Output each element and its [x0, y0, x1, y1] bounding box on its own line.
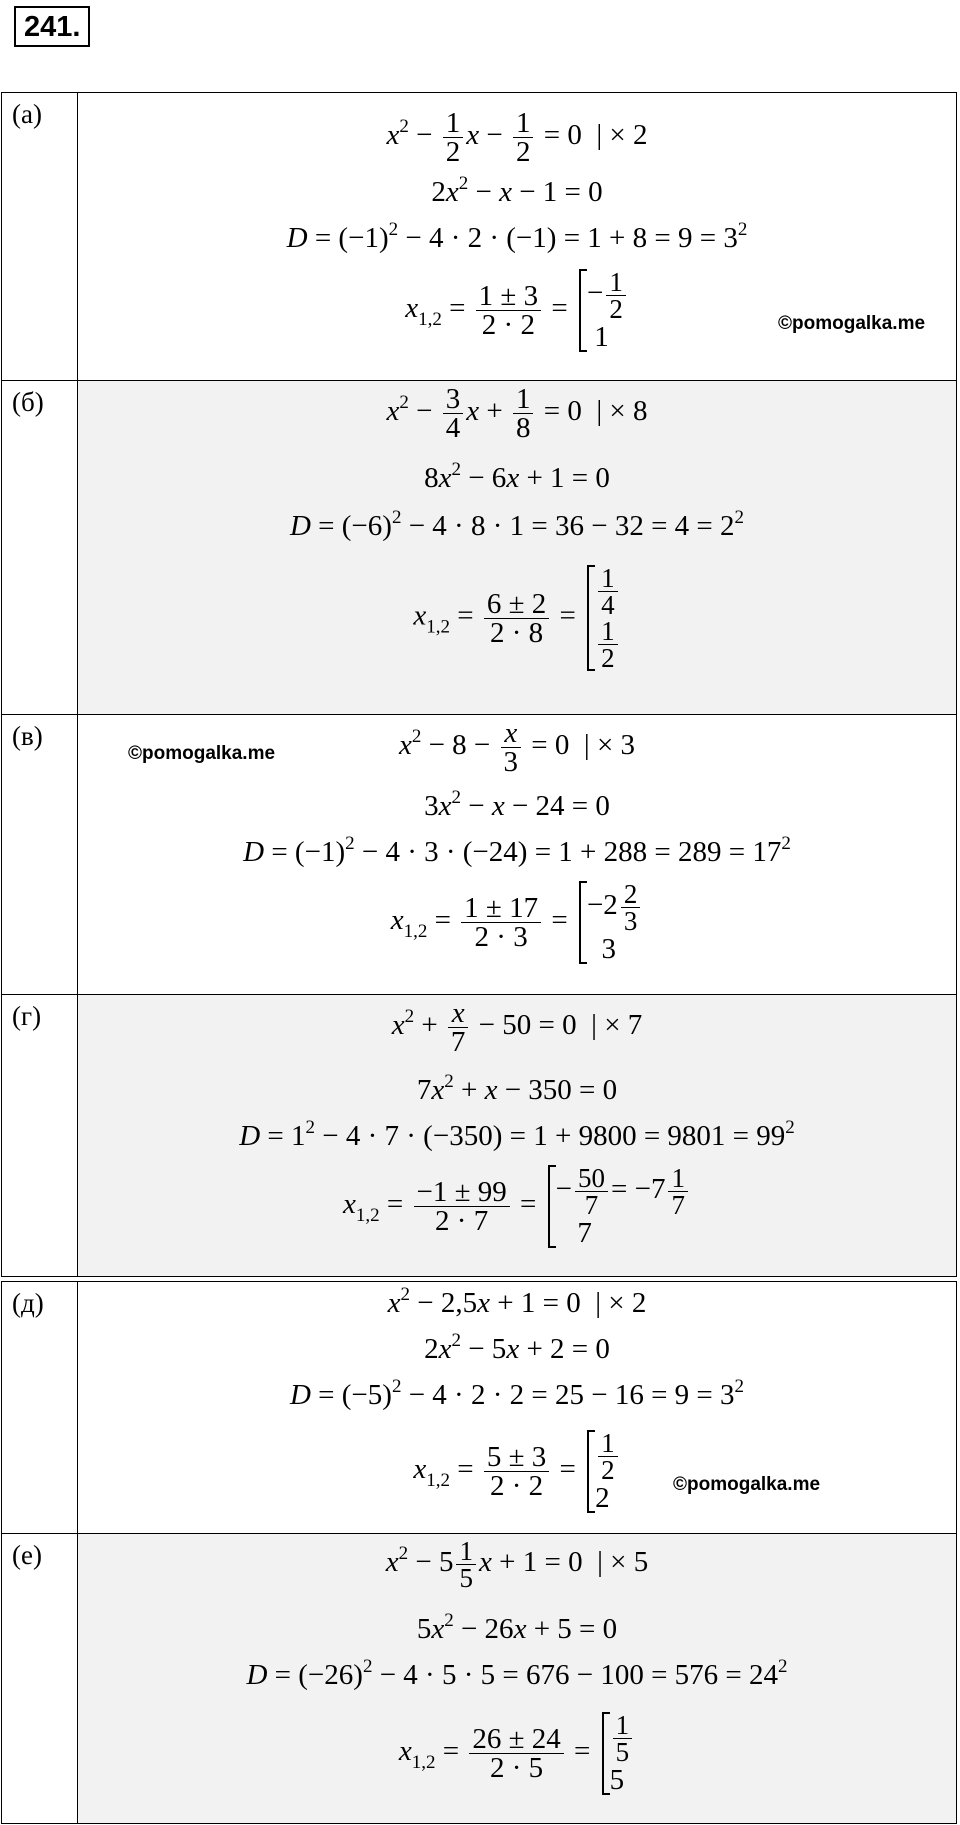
part-d [2, 1282, 957, 1534]
equation: $x^2$ − $\frac{1}{2}$ x − $\frac{1}{2}$ = 0 | × 2 [386, 107, 648, 168]
part-label: (д) [12, 1288, 44, 1318]
watermark: ©pomogalka.me [128, 743, 276, 764]
roots: $x_{1,2}$ = $\frac{26 \pm 24}{2 \cdot 5}$ = $\frac{1}{5}$ 5 [78, 1712, 956, 1795]
watermark: ©pomogalka.me [778, 313, 926, 334]
solution-table-1 [1, 92, 957, 1277]
roots: $x_{1,2}$ = $\frac{1 \pm 3}{2 \cdot 2}$ = − $\frac{1}{2}$ 1 [78, 269, 956, 352]
equation: $x^2 - 2,5x + 1 = 0$ | × 2 [387, 1284, 647, 1319]
discriminant: $D = (-1)^2 - 4 \cdot 2 \cdot (-1) = 1 + 8 = 9 = 3^2$ [286, 219, 748, 254]
discriminant: $D = (-5)^2 - 4 \cdot 2 \cdot 2 = 25 - 16 = 9 = 3^2$ [289, 1376, 745, 1411]
equation: $x^2 - 5$ $\frac{1}{5}$ x + 1 = 0 | × 5 [385, 1536, 649, 1593]
roots: $x_{1,2}$ = $\frac{6 \pm 2}{2 \cdot 8}$ = $\frac{1}{4}$ $\frac{1}{2}$ [78, 565, 956, 671]
discriminant: $D = 1^2 - 4 \cdot 7 \cdot (-350) = 1 + 9800 = 9801 = 99^2$ [239, 1117, 795, 1152]
equation: $x^2 - 8$ − $\frac{x}{3}$ = 0 | × 3 [398, 717, 636, 778]
watermark: ©pomogalka.me [673, 1474, 821, 1495]
equation: $x^2$ + $\frac{x}{7}$ − 50 = 0 | × 7 [391, 997, 643, 1058]
equation: $8x^2 - 6x + 1 = 0$ [424, 459, 610, 494]
roots: $x_{1,2}$ = $\frac{-1 \pm 99}{2 \cdot 7}$ = − $\frac{50}{7}$ = −7 $\frac{1}{7}$ 7 [78, 1165, 956, 1248]
equation: $2x^2 - 5x + 2 = 0$ [424, 1330, 610, 1365]
equation: $3x^2 - x - 24 = 0$ [424, 787, 610, 822]
part-g [2, 995, 957, 1277]
discriminant: $D = (-1)^2 - 4 \cdot 3 \cdot (-24) = 1 + 288 = 289 = 17^2$ [243, 833, 791, 868]
equation: $7x^2 + x - 350 = 0$ [416, 1071, 618, 1106]
part-label: (г) [12, 1001, 42, 1031]
equation: $5x^2 - 26x + 5 = 0$ [416, 1610, 618, 1645]
discriminant: $D = (-26)^2 - 4 \cdot 5 \cdot 5 = 676 - 100 = 576 = 24^2$ [246, 1656, 788, 1691]
solution-table-2 [1, 1281, 957, 1824]
equation: $x^2$ − $\frac{3}{4}$ x + $\frac{1}{8}$ = 0 | × 8 [386, 383, 648, 444]
part-v [2, 715, 957, 995]
part-label: (в) [12, 721, 43, 751]
part-e [2, 1534, 957, 1824]
roots: $x_{1,2}$ = $\frac{5 \pm 3}{2 \cdot 2}$ = $\frac{1}{2}$ 2 [78, 1430, 956, 1513]
part-label: (а) [12, 99, 42, 129]
roots: $x_{1,2}$ = $\frac{1 \pm 17}{2 \cdot 3}$ = −2 $\frac{2}{3}$ 3 [78, 881, 956, 964]
part-label: (б) [12, 387, 44, 417]
discriminant: $D = (-6)^2 - 4 \cdot 8 \cdot 1 = 36 - 32 = 4 = 2^2$ [289, 507, 745, 542]
equation: $2x^2 - x - 1 = 0$ [431, 173, 603, 208]
problem-number: 241. [14, 6, 90, 47]
part-a [2, 93, 957, 381]
part-b [2, 381, 957, 715]
part-label: (е) [12, 1540, 42, 1570]
